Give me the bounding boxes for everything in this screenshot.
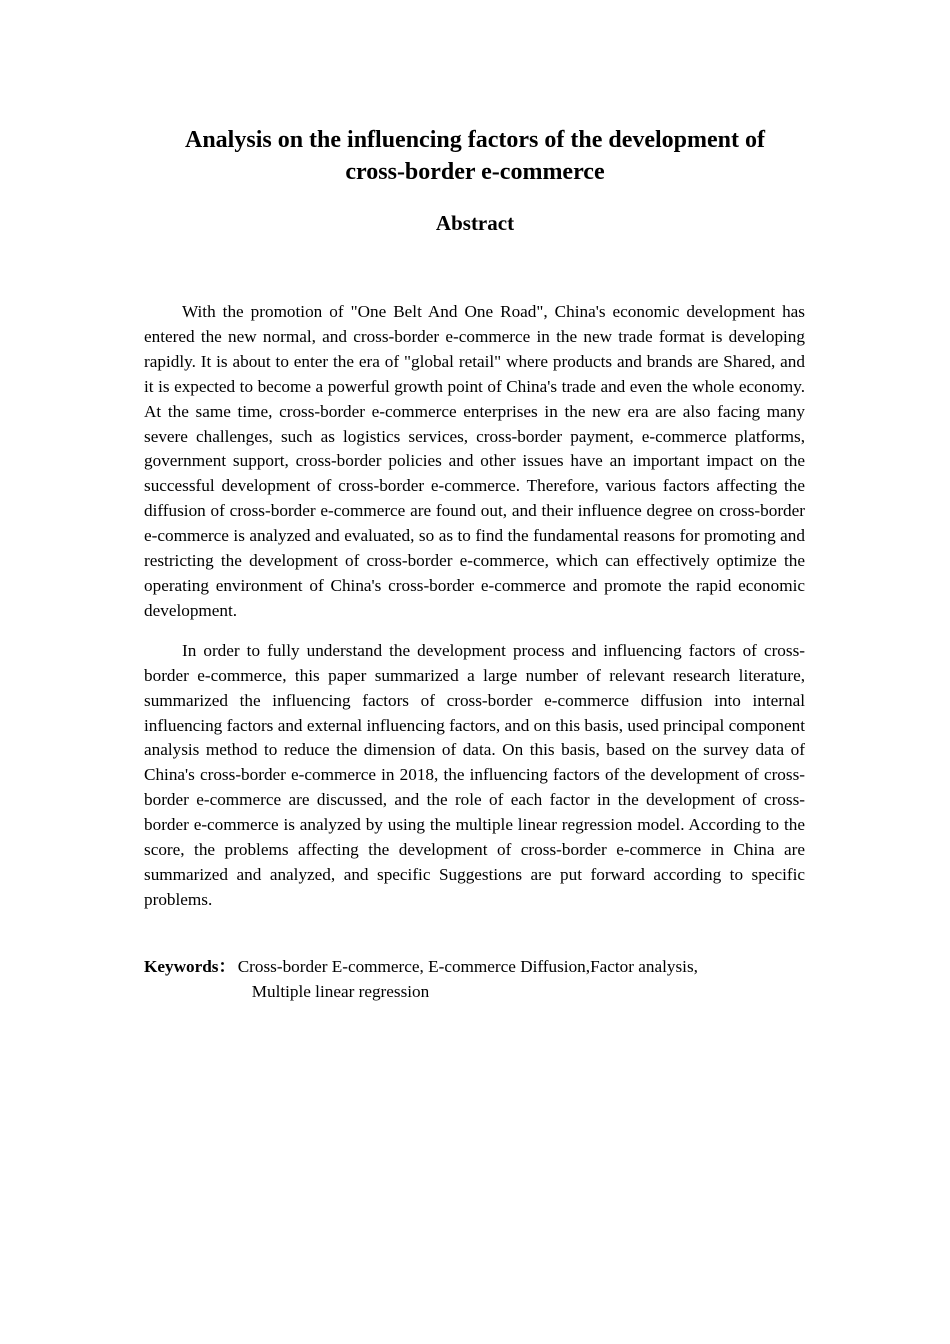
paper-title: [140, 124, 810, 188]
keywords-section: [144, 955, 805, 1005]
paper-title-line-2: cross-border e-commerce: [345, 159, 605, 185]
abstract-heading: Abstract: [435, 211, 515, 235]
abstract-paragraph-1: With the promotion of "One Belt And One Road", China's economic development has entered the new normal, and cross-border e-commerce in the new trade format is developing rapidly. It is about to enter the era of "global retail" where products and brands are Shared, and it is expected to become a powerful growth point of China's trade and even the whole economy. At the same time, cross-border e-commerce enterprises in the new era are also facing many severe challenges, such as logistics services, cross-border payment, e-commerce platforms, government support, cross-border policies and other issues have an important impact on the successful development of cross-border e-commerce. Therefore, various factors affecting the diffusion of cross-border e-commerce are found out, and their influence degree on cross-border e-commerce is analyzed and evaluated, so as to find the fundamental reasons for promoting and restricting the development of cross-border e-commerce, which can effectively optimize the operating environment of China's cross-border e-commerce and promote the rapid economic development.: [144, 302, 805, 620]
keywords-line-2: Multiple linear regression: [251, 981, 430, 1001]
keywords-line-1: Cross-border E-commerce, E-commerce Diffusion,Factor analysis,: [237, 957, 698, 976]
paper-title-line-1: Analysis on the influencing factors of the development of: [185, 127, 765, 153]
keywords-separator: ：: [218, 957, 236, 976]
abstract-paragraph-2: In order to fully understand the development process and influencing factors of cross-border e-commerce, this paper summarized a large number of relevant research literature, summarized the influencing factors of cross-border e-commerce diffusion into internal influencing factors and external influencing factors, and on this basis, used principal component analysis method to reduce the dimension of data. On this basis, based on the survey data of China's cross-border e-commerce in 2018, the influencing factors of the development of cross-border e-commerce are discussed, and the role of each factor in the development of cross-border e-commerce is analyzed by using the multiple linear regression model. According to the score, the problems affecting the development of cross-border e-commerce in China are summarized and analyzed, and specific Suggestions are put forward according to specific problems.: [144, 640, 805, 909]
keywords-label: Keywords: [144, 957, 219, 976]
abstract-body: [144, 300, 805, 928]
